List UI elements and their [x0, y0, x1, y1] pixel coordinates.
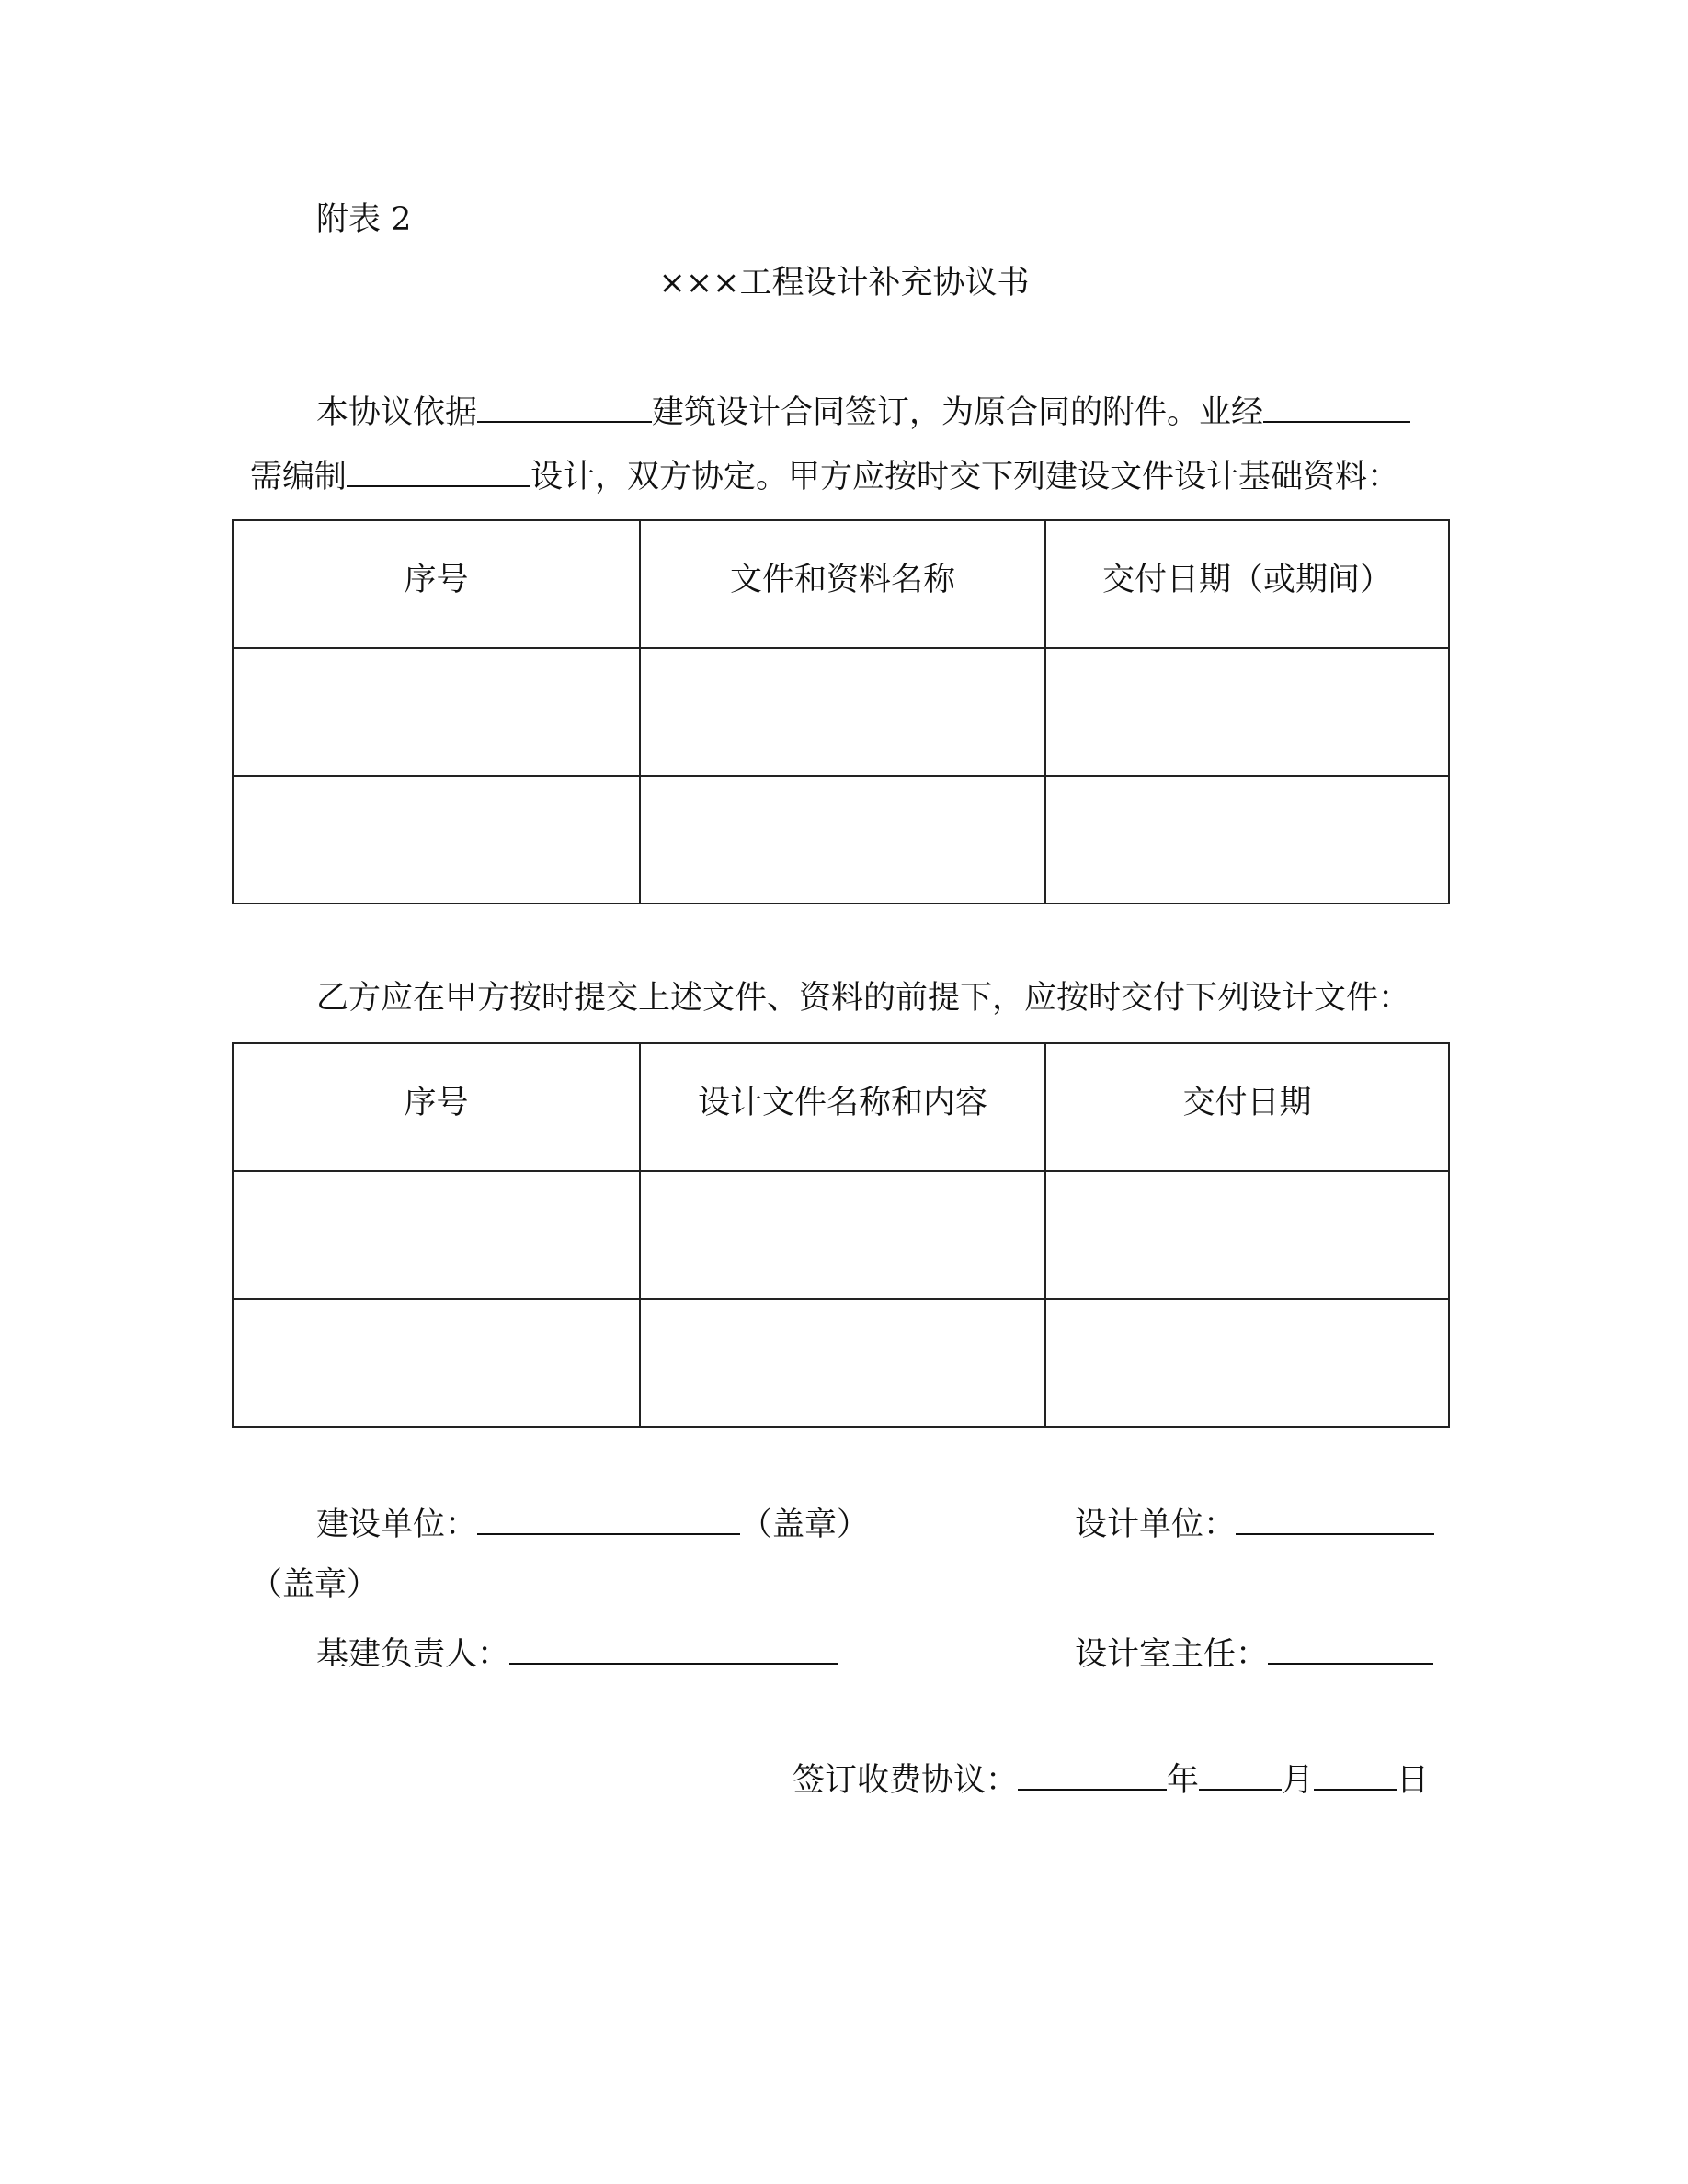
client-unit-line	[316, 1502, 869, 1545]
text: 本协议依据	[316, 394, 478, 431]
header-cell: 交付日期	[1045, 1043, 1449, 1171]
text: 设计，双方协定。甲方应按时交下列建设文件设计基础资料：	[530, 459, 1400, 495]
text: 建筑设计合同签订，为原合同的附件。业经	[652, 394, 1264, 431]
paragraph-1-line-2	[250, 454, 1399, 497]
table-cell[interactable]	[640, 776, 1045, 904]
table-cell[interactable]	[640, 648, 1045, 776]
table-cell[interactable]	[1045, 776, 1449, 904]
appendix-label: 附表 2	[316, 201, 412, 238]
table-cell[interactable]	[233, 776, 640, 904]
design-unit-blank[interactable]	[1236, 1502, 1434, 1535]
label: 设计单位：	[1075, 1507, 1237, 1543]
day-label: 日	[1397, 1762, 1430, 1799]
header-cell: 交付日期（或期间）	[1045, 520, 1449, 648]
table-row	[233, 776, 1449, 904]
client-unit-blank[interactable]	[477, 1502, 740, 1535]
label: 签订收费协议：	[793, 1762, 1019, 1799]
table-cell[interactable]	[233, 648, 640, 776]
seal-label-2: （盖章）	[250, 1566, 380, 1603]
table-cell[interactable]	[233, 1171, 640, 1299]
blank-contract[interactable]	[477, 390, 652, 423]
table-header-row	[233, 520, 1449, 648]
header-cell: 文件和资料名称	[640, 520, 1045, 648]
table-row	[233, 1299, 1449, 1427]
design-deliverables-table	[232, 1042, 1450, 1428]
client-documents-table	[232, 519, 1450, 904]
month-blank[interactable]	[1199, 1757, 1282, 1791]
header-cell: 设计文件名称和内容	[640, 1043, 1045, 1171]
table-cell[interactable]	[640, 1171, 1045, 1299]
client-lead-line	[316, 1632, 838, 1675]
label: 基建负责人：	[316, 1636, 510, 1673]
table-cell[interactable]	[1045, 1299, 1449, 1427]
blank-design-scope[interactable]	[347, 454, 530, 487]
label: 设计室主任：	[1075, 1636, 1269, 1673]
design-unit-line	[1075, 1502, 1434, 1545]
year-blank[interactable]	[1018, 1757, 1167, 1791]
table-cell[interactable]	[640, 1299, 1045, 1427]
day-blank[interactable]	[1314, 1757, 1397, 1791]
header-cell: 序号	[233, 520, 640, 648]
client-lead-blank[interactable]	[509, 1632, 838, 1665]
table-row	[233, 648, 1449, 776]
header-cell: 序号	[233, 1043, 640, 1171]
seal-label: （盖章）	[740, 1507, 870, 1543]
label: 建设单位：	[316, 1507, 478, 1543]
design-head-blank[interactable]	[1268, 1632, 1433, 1665]
table-cell[interactable]	[233, 1299, 640, 1427]
table-cell[interactable]	[1045, 648, 1449, 776]
table-cell[interactable]	[1045, 1171, 1449, 1299]
paragraph-1-line-1	[316, 390, 1410, 433]
document-title: ×××工程设计补充协议书	[658, 265, 1030, 301]
month-label: 月	[1282, 1762, 1315, 1799]
year-label: 年	[1167, 1762, 1200, 1799]
design-head-line	[1075, 1632, 1433, 1675]
blank-approval[interactable]	[1263, 390, 1410, 423]
sign-date-line	[793, 1757, 1429, 1801]
table-row	[233, 1171, 1449, 1299]
paragraph-2: 乙方应在甲方按时提交上述文件、资料的前提下，应按时交付下列设计文件：	[316, 980, 1411, 1017]
table-header-row	[233, 1043, 1449, 1171]
text: 需编制	[250, 459, 348, 495]
